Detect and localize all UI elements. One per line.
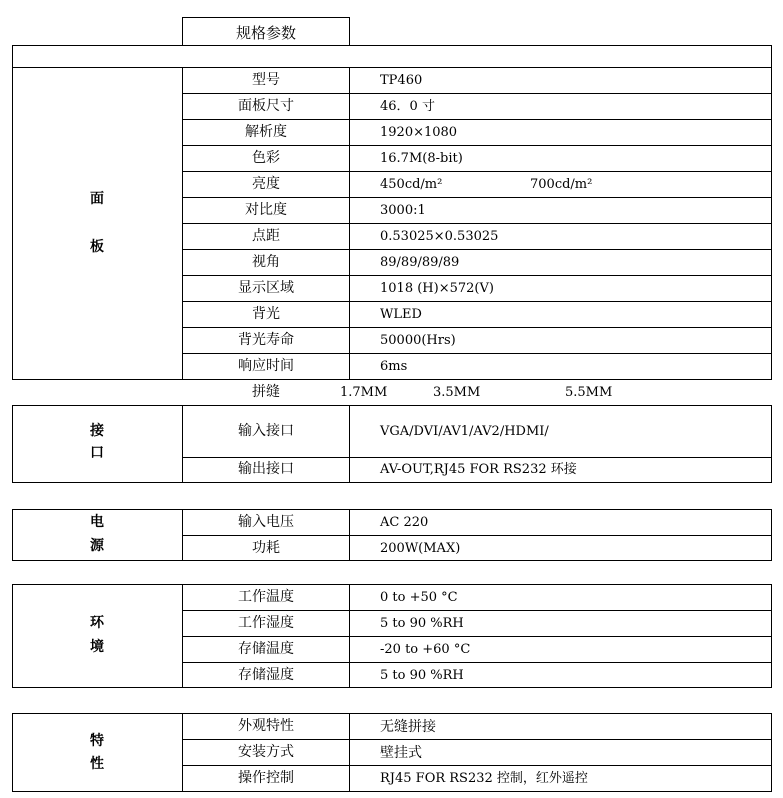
spec-value: 450cd/m² xyxy=(380,177,443,192)
spec-value: 50000(Hrs) xyxy=(380,333,456,348)
spec-value: 1920×1080 xyxy=(380,125,458,140)
group-env-char1: 环 xyxy=(90,615,104,631)
spec-label: 点距 xyxy=(252,228,280,244)
spec-value: 6ms xyxy=(380,359,408,374)
spec-label: 输入电压 xyxy=(238,514,294,530)
group-power-char2: 源 xyxy=(90,538,104,554)
spec-value: 壁挂式 xyxy=(380,745,422,761)
spec-label: 输出接口 xyxy=(238,461,294,477)
spec-value: 46．0 寸 xyxy=(380,99,435,114)
group-feat-char2: 性 xyxy=(90,756,104,772)
group-env-char2: 境 xyxy=(90,639,104,655)
spec-label: 解析度 xyxy=(245,124,287,140)
spec-label: 存储温度 xyxy=(238,641,294,657)
spec-label: 安装方式 xyxy=(238,744,294,760)
spec-value: 无缝拼接 xyxy=(380,719,436,735)
spec-label: 功耗 xyxy=(252,540,280,556)
seam-label: 拼缝 xyxy=(252,384,280,400)
group-interface-char1: 接 xyxy=(90,423,104,439)
spec-value: VGA/DVI/AV1/AV2/HDMI/ xyxy=(380,424,549,439)
seam-value-3: 5.5MM xyxy=(565,385,613,400)
spec-value: 200W(MAX) xyxy=(380,541,461,556)
spec-label: 存储湿度 xyxy=(238,667,294,683)
spec-label: 型号 xyxy=(252,72,280,88)
spec-value: RJ45 FOR RS232 控制，红外遥控 xyxy=(380,771,588,786)
spec-value: TP460 xyxy=(380,73,423,88)
spec-value: 89/89/89/89 xyxy=(380,255,460,270)
spec-label: 输入接口 xyxy=(238,423,294,439)
spec-label: 背光寿命 xyxy=(238,332,294,348)
spec-label: 对比度 xyxy=(245,202,287,218)
group-interface-char2: 口 xyxy=(90,445,104,461)
page-title: 规格参数 xyxy=(235,24,296,42)
spec-label: 面板尺寸 xyxy=(238,98,294,114)
spec-value: WLED xyxy=(380,307,422,322)
spec-value: 3000:1 xyxy=(380,203,426,218)
spec-label: 背光 xyxy=(252,306,280,322)
spec-value: 16.7M(8-bit) xyxy=(380,151,463,166)
spec-value: 5 to 90 %RH xyxy=(380,616,464,631)
spec-value: AC 220 xyxy=(380,515,429,530)
spec-value: -20 to +60 °C xyxy=(380,642,471,657)
spec-label: 视角 xyxy=(252,254,280,270)
seam-value-2: 3.5MM xyxy=(433,385,481,400)
spec-value: 1018 (H)×572(V) xyxy=(380,281,494,296)
seam-value-1: 1.7MM xyxy=(340,385,388,400)
spec-label: 色彩 xyxy=(252,150,280,166)
spec-label: 显示区域 xyxy=(238,280,294,296)
spec-value: 0 to +50 °C xyxy=(380,590,458,605)
spec-label: 响应时间 xyxy=(238,358,294,374)
spec-label: 操作控制 xyxy=(238,770,294,786)
spec-value: AV-OUT,RJ45 FOR RS232 环接 xyxy=(380,462,577,477)
spec-value-secondary: 700cd/m² xyxy=(530,177,593,192)
group-panel-char2: 板 xyxy=(90,239,104,255)
spec-label: 外观特性 xyxy=(238,718,294,734)
spec-value: 5 to 90 %RH xyxy=(380,668,464,683)
group-feat-char1: 特 xyxy=(90,733,104,749)
spec-value: 0.53025×0.53025 xyxy=(380,229,499,244)
spec-label: 工作温度 xyxy=(238,589,294,605)
spec-label: 工作湿度 xyxy=(238,615,294,631)
spec-label: 亮度 xyxy=(252,176,280,192)
group-panel-char1: 面 xyxy=(90,191,104,207)
group-power-char1: 电 xyxy=(90,514,104,530)
